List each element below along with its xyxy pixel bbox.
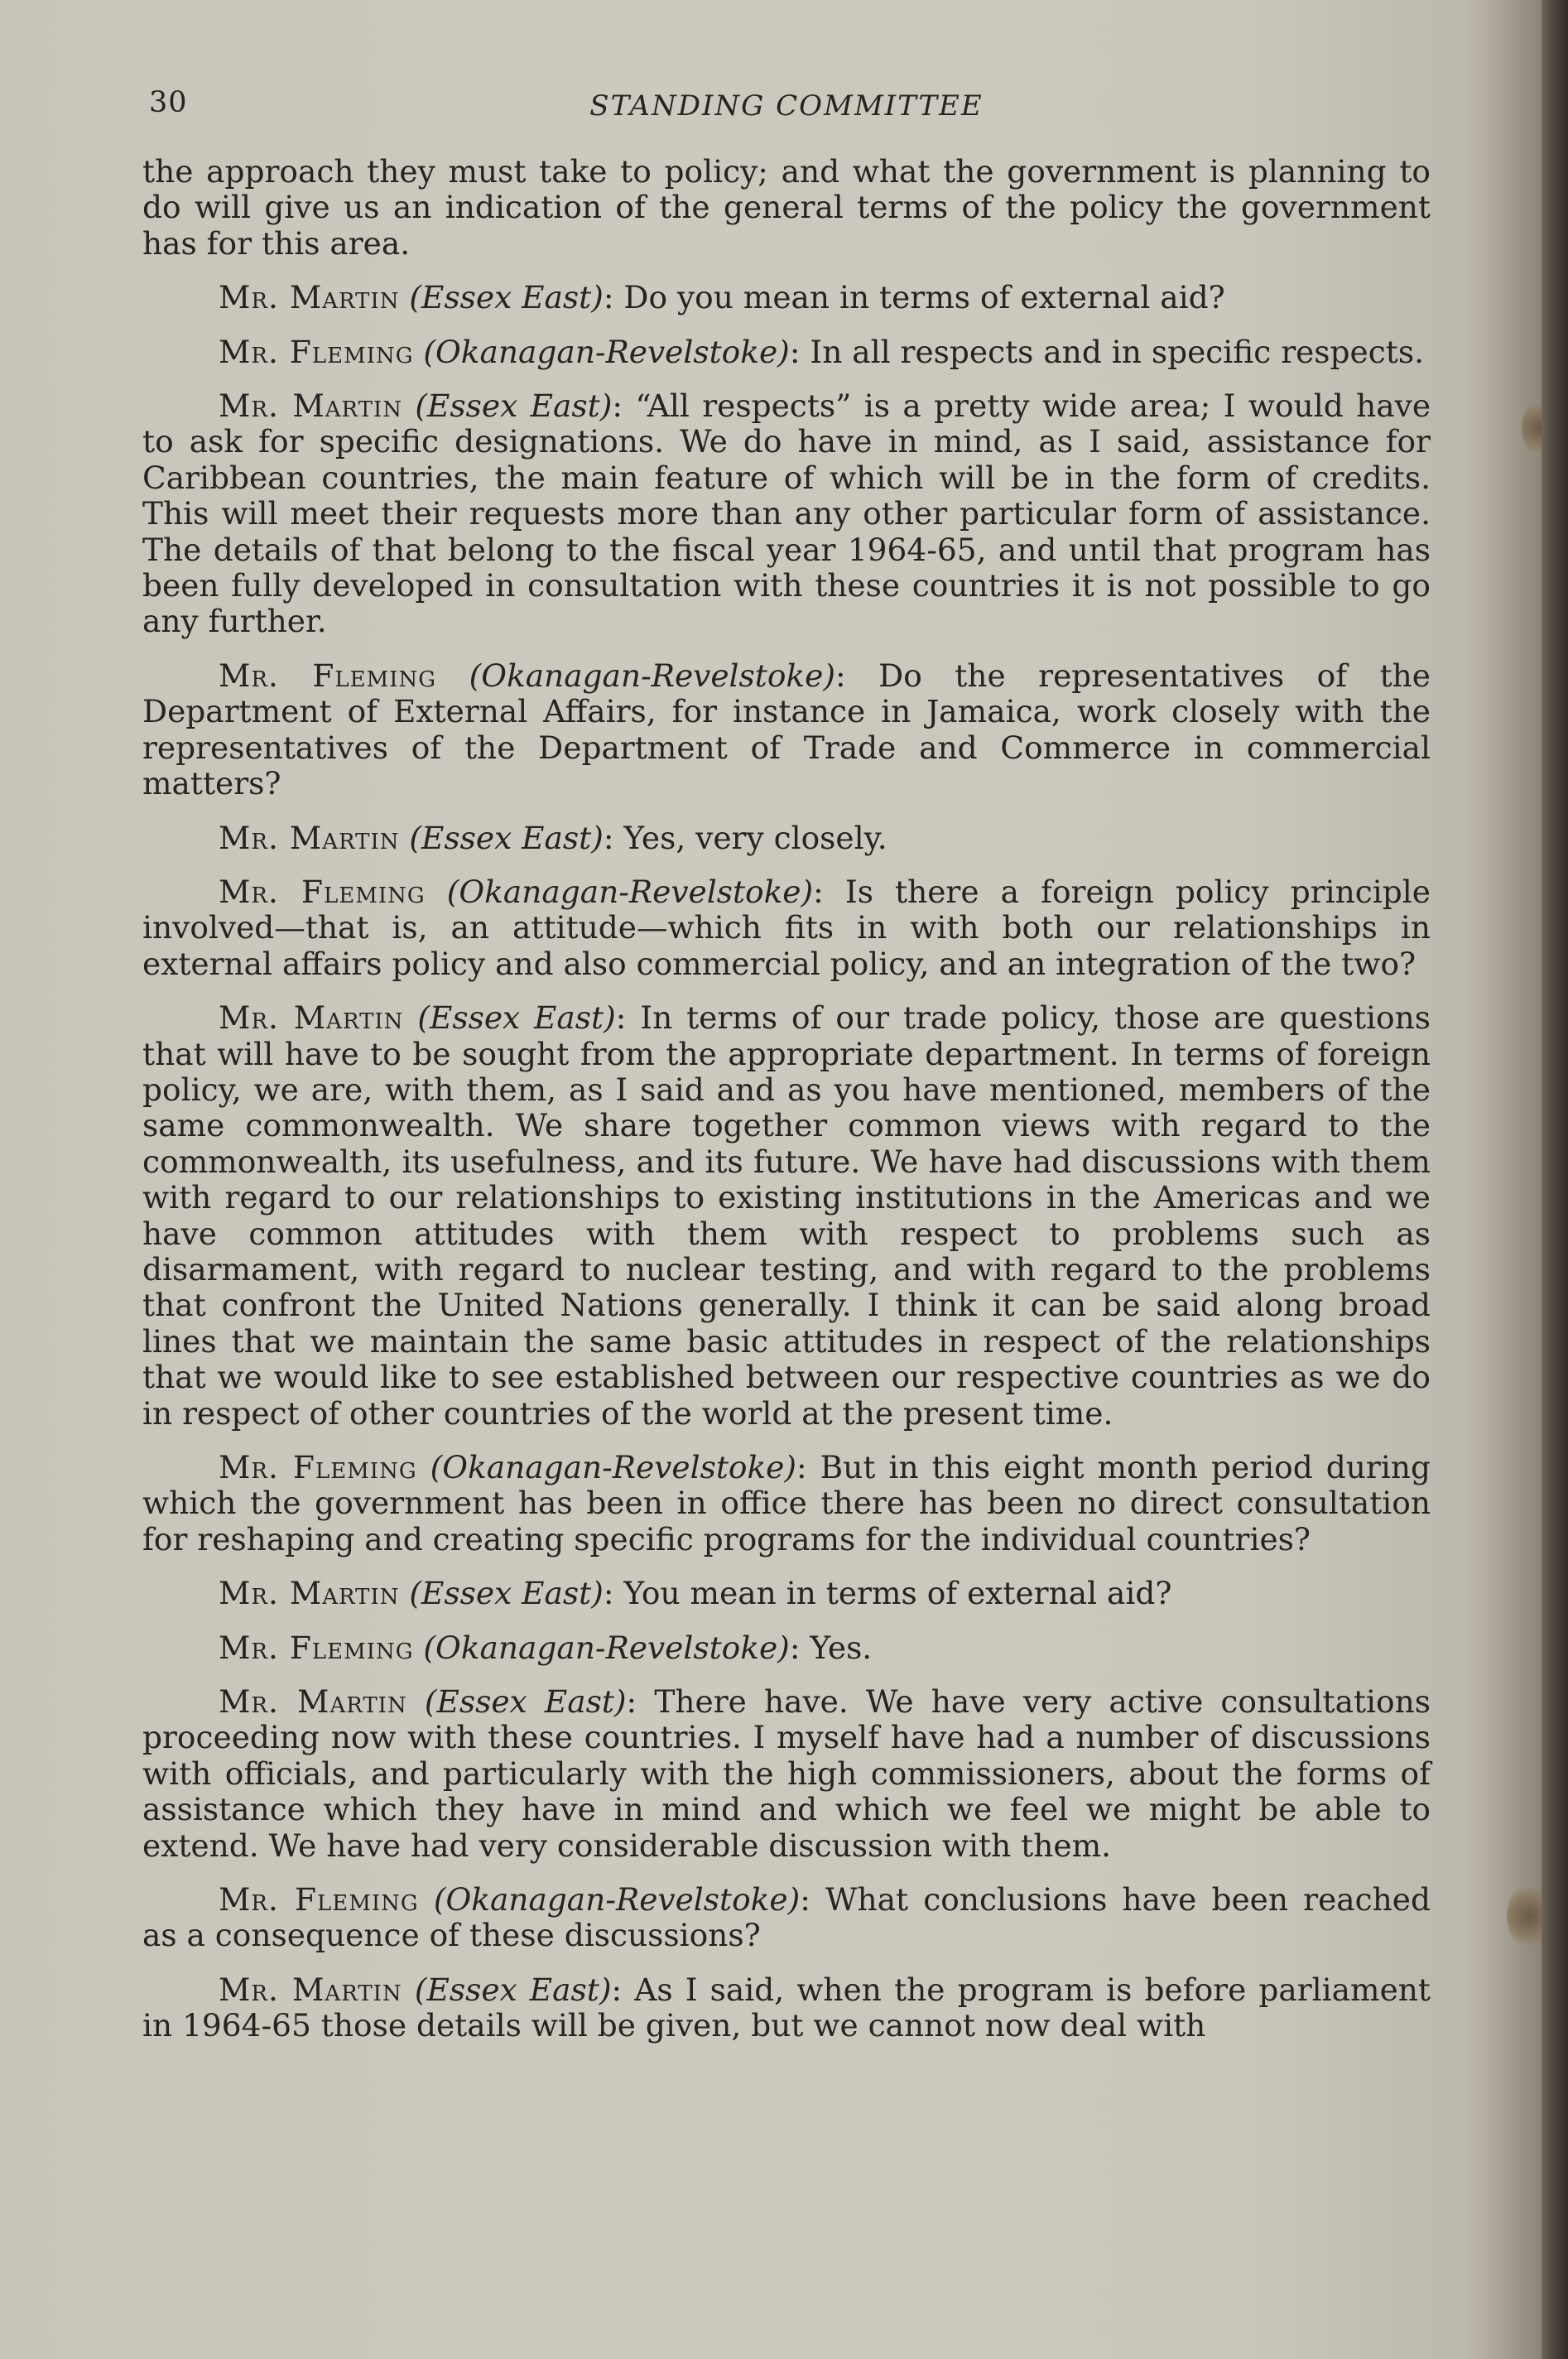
speech-text: There have. We have very active consultations proceeding now with these countries. I myself have had a number of discussions with officials, and particularly with the high commissioners, about the forms of assistance which they have in mind and which we feel we might be able to extend. We have had very considerable discussion with them. bbox=[142, 1683, 1431, 1864]
speaker-riding: (Essex East) bbox=[424, 1683, 627, 1721]
speech-paragraph: Mr. Fleming (Okanagan-Revelstoke): Yes. bbox=[219, 1629, 873, 1666]
speech-paragraph: Mr. Martin (Essex East): As I said, when the program is before parliament in 1964-65 those details will be given, but we cannot now deal with bbox=[142, 1971, 1431, 2044]
speech-text: Yes, very closely. bbox=[623, 819, 887, 856]
speaker-riding: (Okanagan-Revelstoke) bbox=[423, 333, 790, 370]
speech-text: But in this eight month period during which the government has been in office there has been no direct consultation for reshaping and creating specific programs for the individual countries? bbox=[142, 1449, 1431, 1557]
speaker-name: Mr. Martin bbox=[219, 1683, 407, 1721]
speech-text: Yes. bbox=[810, 1629, 873, 1666]
speech-text: In all respects and in specific respects. bbox=[810, 333, 1424, 370]
speech-text: What conclusions have been reached as a consequence of these discussions? bbox=[142, 1881, 1431, 1954]
speaker-name: Mr. Fleming bbox=[219, 1629, 414, 1666]
binding-stain-bottom bbox=[1507, 1883, 1542, 1949]
speaker-name: Mr. Martin bbox=[219, 1971, 402, 2008]
page-number: 30 bbox=[149, 86, 188, 119]
speaker-riding: (Essex East) bbox=[409, 1575, 604, 1612]
speech-text: Do the representatives of the Department of External Affairs, for instance in Jamaica, work closely with the representatives of the Department of Trade and Commerce in commercial matters? bbox=[142, 657, 1431, 802]
speaker-riding: (Okanagan-Revelstoke) bbox=[430, 1449, 797, 1485]
speech-paragraph: Mr. Fleming (Okanagan-Revelstoke): Do the representatives of the Department of External Affairs, for instance in Jamaica, work closely with the representatives of the Department of Trade and Commerce in commercial matters? bbox=[142, 657, 1431, 802]
speech-text: You mean in terms of external aid? bbox=[623, 1575, 1172, 1612]
speaker-riding: (Okanagan-Revelstoke) bbox=[423, 1629, 790, 1666]
speaker-riding: (Essex East) bbox=[409, 279, 604, 316]
speech-paragraph: Mr. Martin (Essex East): You mean in terms of external aid? bbox=[219, 1575, 1172, 1612]
speaker-riding: (Essex East) bbox=[415, 388, 613, 425]
binding-stain-top bbox=[1522, 399, 1542, 457]
speech-text: “All respects” is a pretty wide area; I would have to ask for specific designations. We do have in mind, as I said, assistance for Caribbean countries, the main feature of which will be in the form of credits. This will meet their requests more than any other particular form of assistance. The details of that belong to the fiscal year 1964-65, and until that program has been fully developed in consultation with these countries it is not possible to go any further. bbox=[142, 388, 1431, 640]
speech-text: In terms of our trade policy, those are questions that will have to be sought from the appropriate department. In terms of foreign policy, we are, with them, as I said and as you have mentioned, members of the same commonwealth. We share together common views with regard to the commonwealth, its usefulness, and its future. We have had discussions with them with regard to our relationships to existing institutions in the Americas and we have common attitudes with them with respect to problems such as disarmament, with regard to nuclear testing, and with regard to the problems that confront the United Nations generally. I think it can be said along broad lines that we maintain the same basic attitudes in respect of the relationships that we would like to see established between our respective countries as we do in respect of other countries of the world at the present time. bbox=[142, 999, 1431, 1432]
running-title: STANDING COMMITTEE bbox=[589, 89, 984, 123]
speech-paragraph: Mr. Martin (Essex East): There have. We have very active consultations proceeding now with these countries. I myself have had a number of discussions with officials, and particularly with the high commissioners, about the forms of assistance which they have in mind and which we feel we might be able to extend. We have had very considerable discussion with them. bbox=[142, 1683, 1431, 1864]
continued-paragraph bbox=[142, 154, 1431, 262]
speech-paragraph: Mr. Fleming (Okanagan-Revelstoke): In all respects and in specific respects. bbox=[219, 333, 1424, 370]
book-spine bbox=[1542, 0, 1568, 2359]
speech-text: the approach they must take to policy; and what the government is planning to do will give us an indication of the general terms of the policy the government has for this area. bbox=[142, 153, 1431, 262]
speech-paragraph: Mr. Martin (Essex East): In terms of our trade policy, those are questions that will have to be sought from the appropriate department. In terms of foreign policy, we are, with them, as I said and as you have mentioned, members of the same commonwealth. We share together common views with regard to the commonwealth, its usefulness, and its future. We have had discussions with them with regard to our relationships to existing institutions in the Americas and we have common attitudes with them with respect to problems such as disarmament, with regard to nuclear testing, and with regard to the problems that confront the United Nations generally. I think it can be said along broad lines that we maintain the same basic attitudes in respect of the relationships that we would like to see established between our respective countries as we do in respect of other countries of the world at the present time. bbox=[142, 999, 1431, 1432]
speaker-riding: (Okanagan-Revelstoke) bbox=[446, 873, 814, 910]
speaker-name: Mr. Fleming bbox=[219, 657, 437, 694]
speaker-name: Mr. Fleming bbox=[219, 333, 414, 370]
speaker-riding: (Okanagan-Revelstoke) bbox=[469, 657, 835, 694]
speech-paragraph: Mr. Martin (Essex East): Do you mean in terms of external aid? bbox=[219, 279, 1225, 316]
speech-paragraph: Mr. Martin (Essex East): Yes, very closely. bbox=[219, 819, 887, 856]
speech-paragraph: Mr. Fleming (Okanagan-Revelstoke): Is there a foreign policy principle involved—that is, an attitude—which fits in with both our relationships in external affairs policy and also commercial policy, and an integration of the two? bbox=[142, 873, 1431, 982]
speaker-name: Mr. Martin bbox=[219, 279, 400, 316]
transcript-body bbox=[142, 154, 1431, 2063]
speaker-name: Mr. Martin bbox=[219, 999, 404, 1037]
speaker-riding: (Essex East) bbox=[409, 819, 604, 856]
speaker-name: Mr. Fleming bbox=[219, 1881, 419, 1918]
speech-text: Is there a foreign policy principle involved—that is, an attitude—which fits in with both our relationships in external affairs policy and also commercial policy, and an integration of the two? bbox=[142, 873, 1431, 982]
speech-paragraph: Mr. Fleming (Okanagan-Revelstoke): But in this eight month period during which the government has been in office there has been no direct consultation for reshaping and creating specific programs for the individual countries? bbox=[142, 1449, 1431, 1557]
speech-text: Do you mean in terms of external aid? bbox=[623, 279, 1225, 316]
speaker-name: Mr. Fleming bbox=[219, 873, 426, 910]
speaker-name: Mr. Martin bbox=[219, 1575, 400, 1612]
speech-text: As I said, when the program is before parliament in 1964-65 those details will be given, but we cannot now deal with bbox=[142, 1971, 1431, 2044]
speaker-name: Mr. Fleming bbox=[219, 1449, 417, 1485]
speaker-name: Mr. Martin bbox=[219, 819, 400, 856]
speaker-name: Mr. Martin bbox=[219, 388, 402, 425]
page-header bbox=[149, 86, 1424, 128]
speech-paragraph: Mr. Fleming (Okanagan-Revelstoke): What conclusions have been reached as a consequence of these discussions? bbox=[142, 1881, 1431, 1954]
speaker-riding: (Essex East) bbox=[417, 999, 616, 1037]
gutter-shadow bbox=[1484, 0, 1542, 2359]
speaker-riding: (Essex East) bbox=[414, 1971, 612, 2008]
speech-paragraph: Mr. Martin (Essex East): “All respects” is a pretty wide area; I would have to ask for specific designations. We do have in mind, as I said, assistance for Caribbean countries, the main feature of which will be in the form of credits. This will meet their requests more than any other particular form of assistance. The details of that belong to the fiscal year 1964-65, and until that program has been fully developed in consultation with these countries it is not possible to go any further. bbox=[142, 388, 1431, 640]
speaker-riding: (Okanagan-Revelstoke) bbox=[433, 1881, 801, 1918]
